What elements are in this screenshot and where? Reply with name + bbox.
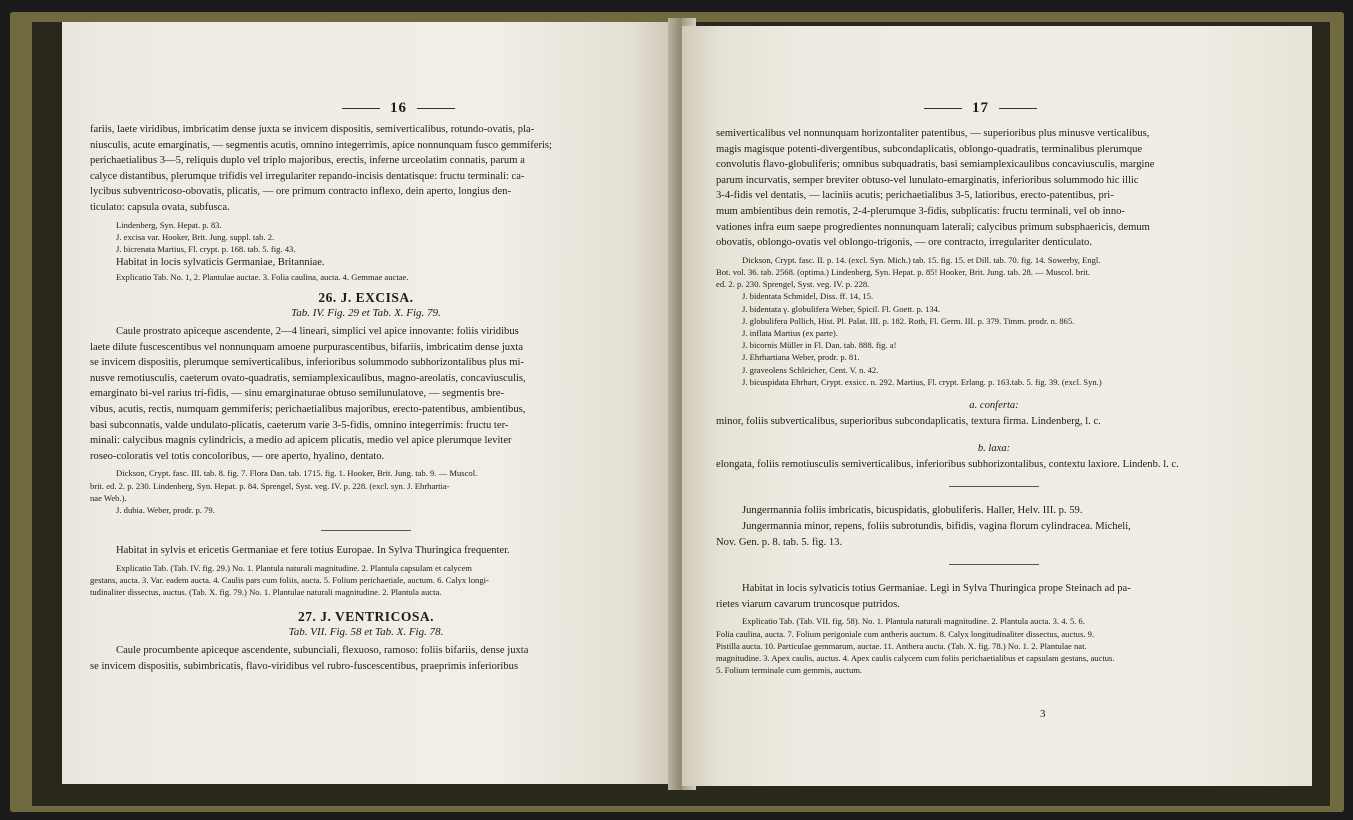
reference: brit. ed. 2. p. 230. Lindenberg, Syn. Hepat. p. 84. Sprengel, Syst. veg. IV. p. 228. (excl. syn. J. Ehrhartia- — [90, 480, 450, 491]
description-line: parum incurvatis, semper breviter obtuso-vel lunulato-emarginatis, inferioribus solummodo hic illic — [716, 174, 1139, 186]
left-page-number: 16 — [332, 100, 465, 117]
right-page — [682, 26, 1312, 786]
habitat-line: rietes viarum cavarum truncosque putridos. — [716, 598, 900, 610]
explicatio-line: magnitudine. 3. Apex caulis, auctus. 4. Apex caulis calycem cum foliis perichaetialibus et capsulam gestans, auctus. — [716, 652, 1115, 663]
explicatio-line: Folia caulina, aucta. 7. Folium perigoniale cum antheris auctum. 8. Calyx longitudinaliter dissectus, auctus. 9. — [716, 628, 1095, 639]
right-page-number: 17 — [914, 100, 1047, 117]
intro-line: calyce distantibus, plerumque trifidis vel irregulariter repando-incisis dentatisque: fructu terminali: ca- — [90, 170, 525, 182]
synonym: J. bidentata Schmidel, Diss. ff. 14, 15. — [742, 291, 874, 302]
left-page-body — [90, 122, 642, 675]
variety-a-text: minor, foliis subverticalibus, superioribus subcondaplicatis, textura firma. Lindenberg, l. c. — [716, 415, 1101, 427]
synonym: J. bicuspidata Ehrhart, Crypt. exsicc. n. 292. Martius, Fl. crypt. Erlang. p. 163.tab. 5. fig. 39. (excl. Syn.) — [742, 376, 1102, 387]
explicatio-line: gestans, aucta. 3. Var. eadem aucta. 4. Caulis pars cum foliis, aucta. 5. Folium perichaetiale, auctum. 6. Calyx longi- — [90, 574, 489, 585]
description-line: laete dilute fuscescentibus vel nonnunquam amoene purpurascentibus, bifariis, imbricatim dense juxta — [90, 341, 524, 353]
synonym: J. Ehrhartiana Weber, prodr. p. 81. — [742, 352, 860, 363]
intro-line: perichaetialibus 3—5, reliquis duplo vel triplo majoribus, erectis, inferne urceolatim connatis, parum a — [90, 155, 525, 167]
description-line: nusve remotiusculis, caeterum ovato-quadratis, semiamplexicaulibus, magno-areolatis, concaviusculis, — [90, 372, 526, 384]
description-line: se invicem dispositis, plerumque semiverticalibus, inferioribus solummodo subhorizontalibus plus mi- — [90, 357, 524, 369]
description-line: convolutis flavo-globuliferis; omnibus subquadratis, basi semiamplexicaulibus concaviusculis, margine — [716, 159, 1155, 171]
variety-a-title: a. conferta: — [969, 399, 1019, 411]
micheli-citation: Nov. Gen. p. 8. tab. 5. fig. 13. — [716, 536, 843, 548]
reference: Bot. vol. 36. tab. 2568. (optima.) Lindenberg, Syn. Hepat. p. 85! Hooker, Brit. Jung. tab. 28. — Muscol. brit. — [716, 266, 1090, 277]
micheli-citation: Jungermannia minor, repens, foliis subrotundis, bifidis, vagina florum cylindracea. Micheli, — [742, 520, 1131, 532]
section-subtitle-27: Tab. VII. Fig. 58 et Tab. X. Fig. 78. — [288, 626, 444, 639]
description-line: vationes infra eum saepe progredientes nonnunquam laterali; calycibus primum subsphaericis, demum — [716, 221, 1150, 233]
synonym: J. bicornis Müller in Fl. Dan. tab. 888. fig. a! — [742, 340, 897, 351]
right-page-body — [716, 126, 1272, 676]
reference: J. dubia. Weber, prodr. p. 79. — [116, 504, 215, 515]
reference: J. bicrenata Martius, Fl. crypt. p. 168. tab. 5. fig. 43. — [116, 243, 296, 254]
variety-b-text: elongata, foliis remotiusculis semiverticalibus, inferioribus subhorizontalibus, contextu laxiore. Lindenb. l. c. — [716, 458, 1179, 470]
description-line: obovatis, oblongo-ovatis vel oblongo-trigonis, — ore contracto, irregulariter denticulato. — [716, 237, 1092, 249]
description-line: roseo-coloratis vel totis concoloribus, — ore aperto, hyalino, dentato. — [90, 450, 385, 462]
intro-line: fariis, laete viridibus, imbricatim dense juxta se invicem dispositis, semiverticalibus, rotundo-ovatis, pla- — [90, 124, 535, 135]
explicatio-line: tudinaliter dissectus, auctus. (Tab. X. fig. 79.) No. 1. Plantulae naturali magnitudine. 2. Plantula aucta. — [90, 587, 442, 598]
habitat-line: Habitat in sylvis et ericetis Germaniae et fere totius Europae. In Sylva Thuringica frequenter. — [116, 545, 510, 557]
reference: Lindenberg, Syn. Hepat. p. 83. — [116, 219, 222, 230]
section-title-26: 26. J. EXCISA. — [318, 289, 414, 305]
explicatio-line: Explicatio Tab. (Tab. IV. fig. 29.) No. 1. Plantula naturali magnitudine. 2. Plantula capsulam et calycem — [116, 562, 472, 573]
description-line: semiverticalibus vel nonnunquam horizontaliter patentibus, — superioribus plus minusve verticalibus, — [716, 128, 1150, 139]
explicatio-line: Pistilla aucta. 10. Particulae gemmarum, auctae. 11. Anthera aucta. (Tab. X. fig. 78.) No. 1. 2. Plantulae nat. — [716, 640, 1087, 651]
section-subtitle-26: Tab. IV. Fig. 29 et Tab. X. Fig. 79. — [291, 306, 441, 319]
description-line: vibus, acutis, rectis, numquam gemmiferis; perichaetialibus majoribus, erecto-patentibus, ambientibus, — [90, 403, 526, 415]
description-line: mum ambientibus dein remotis, 2-4-plerumque 3-fidis, subplicatis: fructu terminali, vel ob inno- — [716, 205, 1125, 217]
intro-line: ticulato: capsula ovata, subfusca. — [90, 201, 230, 213]
explicatio-line: 5. Folium terminale cum gemmis, auctum. — [716, 665, 863, 676]
synonym: J. graveolens Schleicher, Cent. V. n. 42. — [742, 364, 879, 375]
description-line: emarginato bi-vel rarius tri-fidis, — sinu emarginaturae obtuso semilunulatove, — segmentis bre- — [90, 388, 505, 400]
section-title-27: 27. J. VENTRICOSA. — [298, 609, 434, 625]
left-page — [62, 22, 680, 784]
description-line: se invicem dispositis, subimbricatis, flavo-viridibus vel rubro-fuscescentibus, praeprimis inferioribus — [90, 660, 519, 672]
synonym: J. globulifera Pollich, Hist. Pl. Palat. III. p. 182. Roth, Fl. Germ. III. p. 379. Timm. prodr. n. 865. — [742, 315, 1075, 326]
habitat-line: Habitat in locis sylvaticis Germaniae, Britanniae. — [116, 257, 325, 269]
explicatio-line: Explicatio Tab. No. 1, 2. Plantulae auctae. 3. Folia caulina, aucta. 4. Gemmae auctae. — [116, 271, 409, 282]
synonym: J. inflata Martius (ex parte). — [742, 327, 838, 338]
description-line: 3-4-fidis vel dentatis, — laciniis acutis; perichaetialibus 3-5, latioribus, erecto-patentibus, pri- — [716, 190, 1114, 202]
synonym: J. bidentata γ. globulifera Weber, Spicil. Fl. Goett. p. 134. — [742, 303, 941, 314]
intro-line: lycibus subventricoso-obovatis, plicatis, — ore primum contracto inflexo, dein aperto, longius den- — [90, 186, 512, 198]
divider — [949, 486, 1039, 487]
description-line: Caule prostrato apiceque ascendente, 2—4 lineari, simplici vel apice innovante: foliis viridibus — [116, 325, 519, 337]
reference: ed. 2. p. 230. Sprengel, Syst. veg. IV. p. 228. — [716, 279, 870, 290]
reference: nae Web.). — [90, 492, 127, 503]
explicatio-line: Explicatio Tab. (Tab. VII. fig. 58). No. 1. Plantula naturali magnitudine. 2. Plantula aucta. 3. 4. 5. 6. — [742, 616, 1085, 627]
haller-citation: Jungermannia foliis imbricatis, bicuspidatis, globuliferis. Haller, Helv. III. p. 59. — [742, 505, 1083, 517]
description-line: basi subconnatis, valde undulato-plicatis, caeterum varie 3-5-fidis, omnino integerrimis: fructu ter- — [90, 419, 509, 431]
description-line: minali: calycibus magnis cylindricis, a medio ad apicem plicatis, medio vel apice plerumque leviter — [90, 435, 512, 447]
reference: Dickson, Crypt. fasc. II. p. 14. (excl. Syn. Mich.) tab. 15. fig. 15. et Dill. tab. 70. fig. 14. Sowerby, Engl. — [742, 254, 1101, 265]
description-line: Caule procumbente apiceque ascendente, subunciali, flexuoso, ramoso: foliis bifariis, dense juxta — [116, 645, 529, 657]
divider — [321, 530, 411, 531]
intro-line: niusculis, acute emarginatis, — segmentis acutis, omnino integerrimis, apice nonnunquam fusco gemmiferis; — [90, 139, 553, 151]
habitat-line: Habitat in locis sylvaticis totius Germaniae. Legi in Sylva Thuringica prope Steinach ad pa- — [742, 583, 1131, 595]
variety-b-title: b. laxa: — [977, 443, 1011, 455]
signature-mark: 3 — [1040, 708, 1046, 720]
reference: J. excisa var. Hooker, Brit. Jung. suppl. tab. 2. — [116, 231, 275, 242]
divider — [949, 564, 1039, 565]
description-line: magis magisque potenti-divergentibus, subcondaplicatis, oblongo-quadratis, terminalibus plerumque — [716, 143, 1143, 155]
reference: Dickson, Crypt. fasc. III. tab. 8. fig. 7. Flora Dan. tab. 1715. fig. 1. Hooker, Brit. Jung. tab. 9. — Muscol. — [116, 468, 478, 479]
